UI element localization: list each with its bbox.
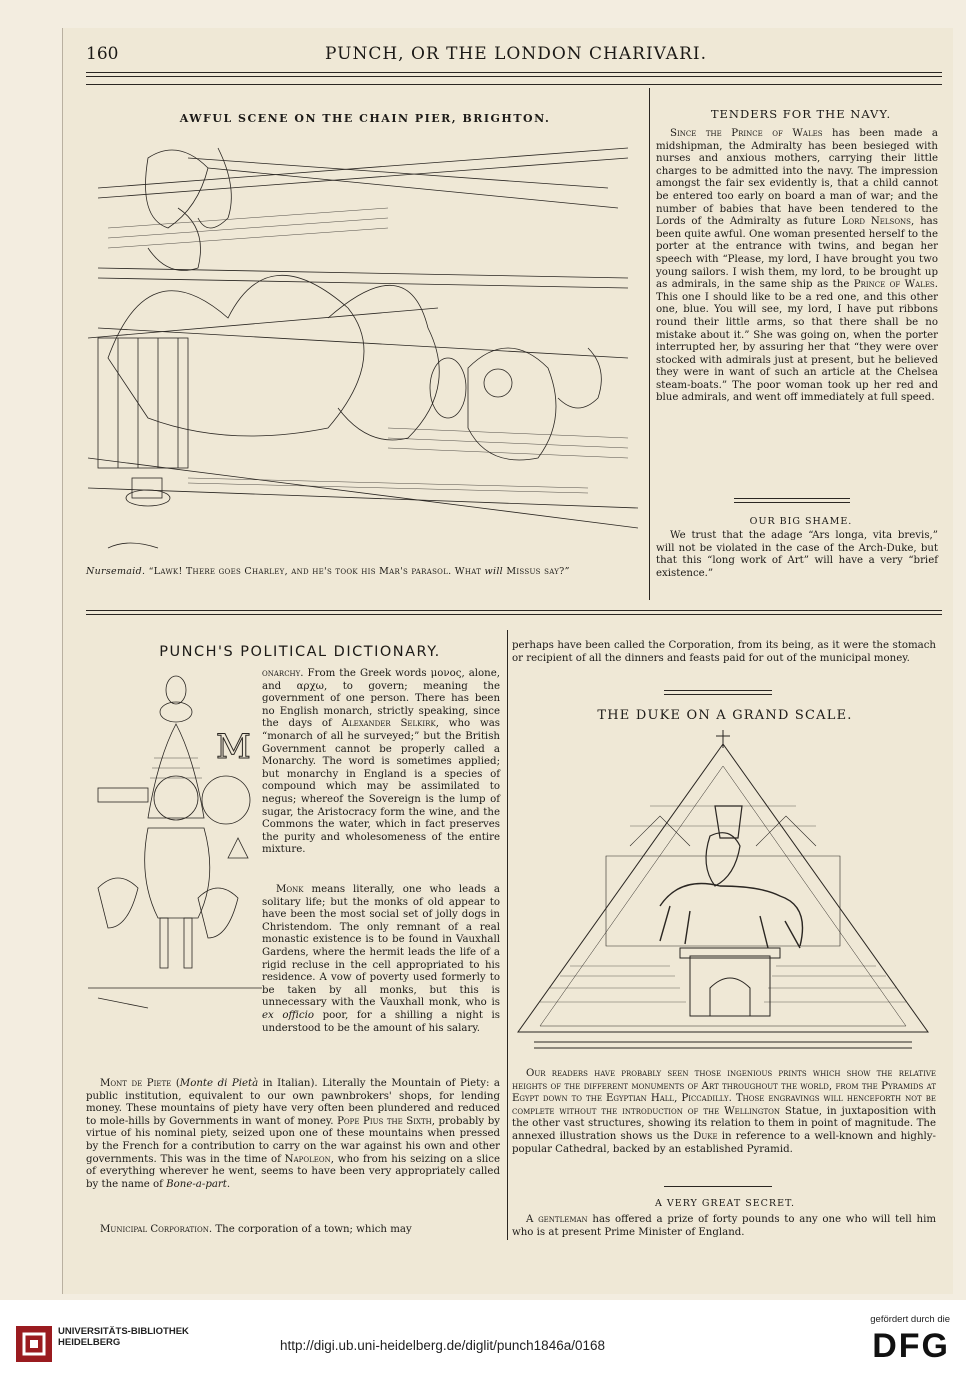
text-run: , who was “monarch of all he surveyed;” but the British Government cannot be properly called a Monarchy. The word is sometimes applied; but monarchy in England is a species of compound which may be assimilated to negus; whereof the Sovereign is the lump of sugar, the Aristocracy form the wine, and the Commons the water, which in fact preserves the purity and wholesomeness of the entire mixture.: [262, 718, 500, 856]
funder-block: [870, 1314, 950, 1366]
secret-divider: [664, 1186, 772, 1187]
page-number: 160: [86, 44, 119, 64]
digitization-footer: [0, 1300, 966, 1384]
tenders-divider-2: [734, 502, 850, 503]
text-run: in Italian). Literally the Mountain of Piety: a public institution, equivalent to our own pawnbrokers' shops, for lending money. These mountains of piety have very often been plundered and reduced to mole-hills by Governments in want of money.: [86, 1078, 501, 1127]
emphasis-run: Monte di Pietà: [179, 1078, 259, 1089]
monarchy-illustration: [88, 668, 262, 1018]
header-rule: [86, 72, 942, 73]
dictionary-monk: [262, 884, 500, 1035]
text-run: means literally, one who leads a solitary life; but the monks of old appear to have been the most social set of jolly dogs in Christendom. The only remnant of a real monastic existence is to be found in Vauxhall Gardens, where the hermit leads the life of a rigid recluse in the cell appropriated to his residence. A vow of poverty used formerly to be taken by all monks, but this is unnecessary with the Vauxhall monk, who is: [262, 884, 500, 1009]
text-run: From the Greek words μονος, alone, and αρχω, to govern; meaning the government of one person. There has been no English monarch, strictly speaking, since the days of: [262, 668, 500, 730]
text-run: . This one I should like to be a red one, and this other one, blue. You will see, my lord, I have put ribbons round their little arms, so that there shall be no mistake about it.” She was going on, when the porter interrupted her, by assuring her that “they were over stocked with admirals just at present, but he believed they were in want of such an article at the Chelsea steam-boats.” The poor woman took up her red and blue admirals, and went off immediately at full speed.: [656, 279, 938, 404]
header-rule-2: [86, 76, 942, 77]
entry-term: Monk: [276, 884, 304, 895]
text-run: Since the: [670, 128, 732, 139]
caption-text-end: Missus say?”: [503, 566, 570, 577]
drop-cap-m: [214, 728, 254, 762]
dictionary-mont-de-piete: [86, 1078, 500, 1191]
text-run: has offered a prize of forty pounds to any one who will tell him who is at present Prime Minister of England.: [512, 1214, 937, 1238]
dictionary-continuation: perhaps have been called the Corporation, from its being, as it were the stomach or recipient of all the dinners and feasts paid for out of the municipal money.: [512, 640, 936, 664]
name-run: Alexander Selkirk: [341, 718, 436, 730]
duke-divider-top-2: [664, 694, 772, 695]
text-run: The corporation of a town; which may: [212, 1224, 412, 1235]
university-seal-icon: [14, 1324, 54, 1364]
secret-text: [512, 1214, 936, 1239]
text-run: , probably by virtue of his nominal piety, seized upon one of these mountains when pressed by the French for a contribution to carry on the war against his own and other governments. This was in the time of: [86, 1115, 500, 1165]
cartoon-caption: [86, 566, 642, 578]
name-run: Pope Pius the Sixth: [337, 1115, 432, 1127]
name-run: Wellington: [724, 1105, 781, 1117]
text-run: , has been quite awful. One woman presented herself to the porter at the entrance with twins, and began her speech with “Please, my lord, I have brought you two young sailors. I wish them, my lord, to be brought up as admirals, in the same ship as the: [656, 216, 938, 291]
section-rule-2: [86, 614, 942, 615]
dfg-logo: DFG: [872, 1327, 950, 1365]
header-rule-3: [86, 84, 942, 85]
text-run: in reference to a well-known and highly-popular Cathedral, backed by an established Pyramid.: [512, 1130, 936, 1155]
emphasis-run: ex officio: [262, 1009, 315, 1021]
name-run: Lord Nelsons: [841, 216, 911, 228]
emphasis-run: Bone-a-part: [166, 1178, 227, 1190]
caption-text: “Lawk! There goes Charley, and he's took his Mar's parasol. What: [145, 566, 485, 577]
library-logo: [14, 1320, 214, 1370]
text-run: (: [171, 1078, 180, 1089]
cartoon-chain-pier-illustration: [88, 128, 638, 558]
funder-label: gefördert durch die: [870, 1314, 950, 1325]
drop-cap-letter: M: [216, 728, 251, 762]
tenders-title: TENDERS FOR THE NAVY.: [710, 107, 892, 121]
masthead: PUNCH, OR THE LONDON CHARIVARI.: [325, 44, 707, 64]
text-run: Statue, in juxtaposition with the other vast structures, showing its relation to them in point of magnitude. The annexed illustration shows us the: [512, 1105, 936, 1142]
caption-emphasis: will: [484, 566, 503, 577]
entry-term: Municipal Corporation.: [100, 1224, 213, 1235]
dictionary-title: PUNCH'S POLITICAL DICTIONARY.: [159, 644, 441, 660]
duke-article: [512, 1068, 936, 1156]
text-run: Our readers have probably seen those ingenious prints which show the relative heights of the different monuments of Art throughout the world, from the Pyramids at Egypt down to the Egyptian Hall, Piccadilly. Those engravings will henceforth not be complete without the introduction of the: [512, 1068, 936, 1117]
column-rule-top: [649, 88, 650, 600]
big-shame-title: OUR BIG SHAME.: [749, 516, 853, 527]
caption-speaker: Nursemaid.: [86, 566, 146, 577]
column-rule-bottom: [507, 630, 508, 1240]
text-run: , who from his seizing on a slice of everything wherever he went, seems to have been very appropriately called by the name of: [86, 1153, 500, 1190]
big-shame-text: We trust that the adage “Ars longa, vita brevis,” will not be violated in the case of the Arch-Duke, but that this “long work of Art” will have a very “brief existence.”: [656, 530, 938, 579]
secret-title: A VERY GREAT SECRET.: [655, 1198, 795, 1209]
entry-term: onarchy.: [262, 668, 304, 679]
library-name: UNIVERSITÄTS-BIBLIOTHEK HEIDELBERG: [58, 1326, 189, 1348]
tenders-article: [656, 128, 938, 405]
name-run: Prince of Wales: [731, 128, 823, 139]
duke-divider-top: [664, 690, 772, 691]
text-run: .: [226, 1178, 231, 1190]
text-run: poor, for a shilling a night is understood to be the amount of his salary.: [262, 1009, 500, 1034]
duke-title: THE DUKE ON A GRAND SCALE.: [597, 708, 853, 723]
name-run: Prince of Wales: [853, 279, 935, 291]
name-run: Duke: [693, 1130, 718, 1142]
tenders-divider: [734, 498, 850, 499]
duke-pyramid-illustration: [510, 726, 936, 1060]
entry-term: Mont de Piete: [100, 1078, 172, 1089]
cartoon-title: AWFUL SCENE ON THE CHAIN PIER, BRIGHTON.: [179, 112, 551, 125]
text-run: A gentleman: [526, 1214, 588, 1225]
source-url[interactable]: http://digi.ub.uni-heidelberg.de/diglit/punch1846a/0168: [280, 1338, 606, 1353]
text-run: has been made a midshipman, the Admiralty has been besieged with nurses and anxious mothers, carrying their little charges to be admitted into the navy. The impression amongst the fair sex evidently is, that a child cannot be entered too early on board a man of war; and the number of babies that have been tendered to the Lords of the Admiralty as future: [656, 128, 938, 228]
section-rule: [86, 610, 942, 611]
dictionary-municipal: [86, 1224, 500, 1237]
name-run: Napoleon: [284, 1153, 331, 1165]
page-header: [86, 44, 942, 74]
dictionary-monarchy: [262, 668, 500, 857]
